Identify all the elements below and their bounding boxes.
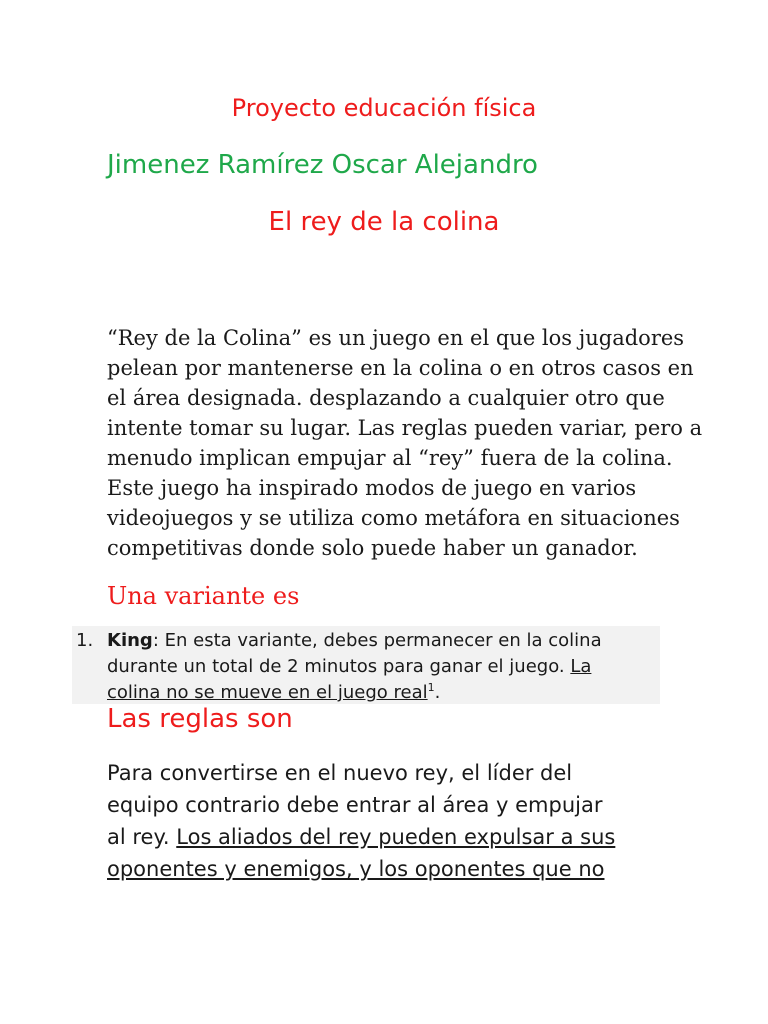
variant-list-item xyxy=(107,628,667,706)
underlined-text: colina no se mueve en el juego real xyxy=(107,682,428,703)
rules-text-segment: al rey. xyxy=(107,825,177,849)
author-name: Jimenez Ramírez Oscar Alejandro xyxy=(107,150,538,180)
list-text-segment: . xyxy=(434,682,441,703)
intro-line: menudo implican empujar al “rey” fuera de la colina. xyxy=(107,446,673,470)
rules-heading: Las reglas son xyxy=(107,704,293,734)
document-subtitle: El rey de la colina xyxy=(268,207,500,237)
intro-line: pelean por mantenerse en la colina o en otros casos en xyxy=(107,356,694,380)
intro-line: Este juego ha inspirado modos de juego en varios xyxy=(107,476,637,500)
intro-line: competitivas donde solo puede haber un ganador. xyxy=(107,536,638,560)
list-text-segment: : En esta variante, debes permanecer en la colina xyxy=(152,630,602,651)
underlined-text: La xyxy=(570,656,592,677)
rules-line xyxy=(107,821,687,853)
list-line xyxy=(107,628,667,654)
underlined-text: Los aliados del rey pueden expulsar a sus xyxy=(176,825,616,849)
rules-line: Para convertirse en el nuevo rey, el líder del xyxy=(107,761,573,785)
rules-line xyxy=(107,853,687,885)
variant-term: King xyxy=(107,630,153,651)
intro-line: intente tomar su lugar. Las reglas pueden variar, pero a xyxy=(107,416,703,440)
list-text-segment: durante un total de 2 minutos para ganar el juego. xyxy=(107,656,571,677)
list-number: 1. xyxy=(76,630,94,651)
intro-line: videojuegos y se utiliza como metáfora en situaciones xyxy=(107,506,680,530)
footnote-reference[interactable]: 1 xyxy=(427,681,435,694)
list-line xyxy=(107,680,667,706)
intro-line: “Rey de la Colina” es un juego en el que los jugadores xyxy=(107,326,685,350)
underlined-text: oponentes y enemigos, y los oponentes que no xyxy=(107,857,605,881)
variant-heading: Una variante es xyxy=(107,582,300,610)
intro-paragraph xyxy=(107,323,703,563)
intro-line: el área designada. desplazando a cualquier otro que xyxy=(107,386,665,410)
list-line xyxy=(107,654,667,680)
document-title: Proyecto educación física xyxy=(231,94,537,122)
rules-paragraph xyxy=(107,757,687,885)
rules-line: equipo contrario debe entrar al área y empujar xyxy=(107,793,603,817)
